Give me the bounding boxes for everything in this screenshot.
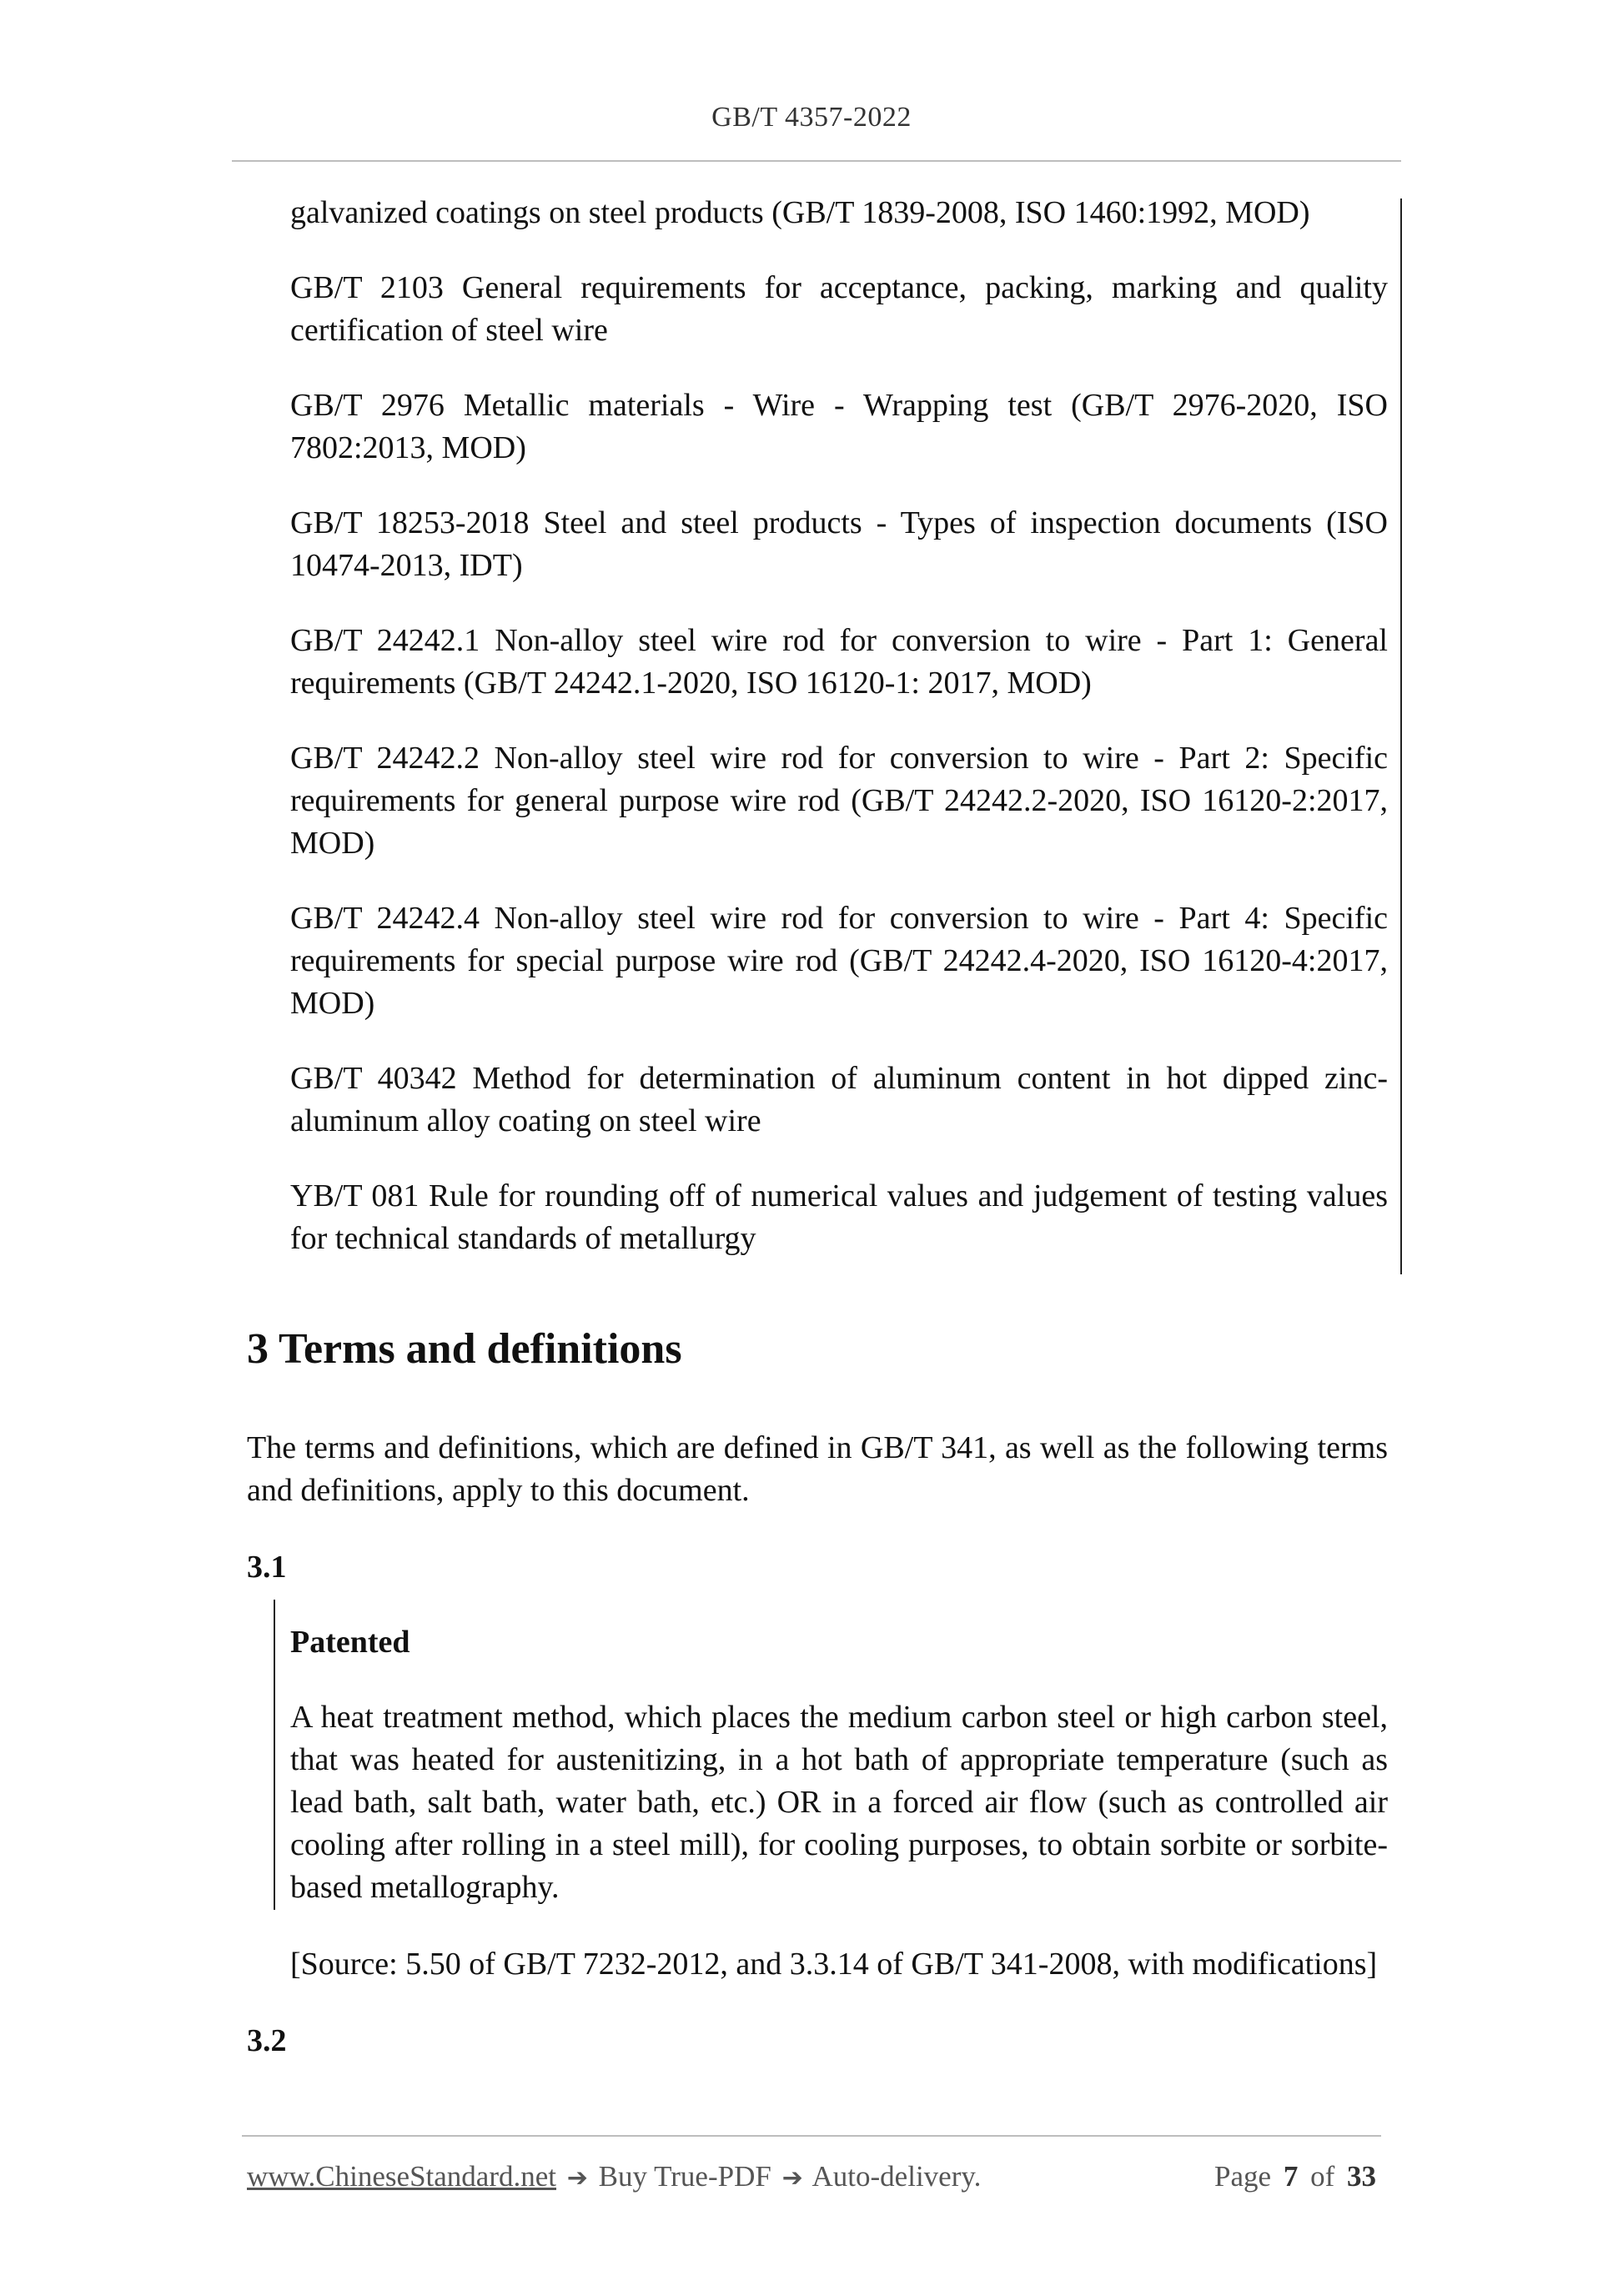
reference-item: GB/T 40342 Method for determination of aluminum content in hot dipped zinc-aluminum alloy coating on steel wire xyxy=(290,1061,1388,1138)
reference-item: GB/T 24242.1 Non-alloy steel wire rod for conversion to wire - Part 1: General requirements (GB/T 24242.1-2020, ISO 16120-1: 2017, MOD) xyxy=(290,623,1388,701)
term-change-bar xyxy=(274,1600,275,1910)
header-divider xyxy=(232,160,1401,162)
term-definition: A heat treatment method, which places the medium carbon steel or high carbon steel, that was heated for austenitizing, in a hot bath of appropriate temperature (such as lead bath, salt bath, water bath, etc.) OR in a forced air flow (such as controlled air cooling after rolling in a steel mill), for cooling purposes, to obtain sorbite or sorbite-based metallography. xyxy=(290,1700,1388,1905)
reference-change-bar xyxy=(1400,198,1402,1274)
footer-links xyxy=(247,2160,981,2193)
buy-pdf-text: Buy True-PDF xyxy=(598,2160,771,2193)
reference-item: YB/T 081 Rule for rounding off of numerical values and judgement of testing values for technical standards of metallurgy xyxy=(290,1178,1388,1256)
page-indicator xyxy=(1214,2160,1381,2193)
normative-references-list xyxy=(290,192,1388,1293)
arrow-right-icon: ➔ xyxy=(566,2163,588,2193)
reference-item: galvanized coatings on steel products (GB/T 1839-2008, ISO 1460:1992, MOD) xyxy=(290,195,1310,230)
term-number: 3.1 xyxy=(247,1550,287,1585)
section-heading: 3 Terms and definitions xyxy=(247,1325,682,1373)
reference-item: GB/T 2103 General requirements for acceptance, packing, marking and quality certification of steel wire xyxy=(290,270,1388,348)
term-source: [Source: 5.50 of GB/T 7232-2012, and 3.3.14 of GB/T 341-2008, with modifications] xyxy=(290,1947,1378,1982)
site-link[interactable]: www.ChineseStandard.net xyxy=(247,2160,556,2193)
section-intro: The terms and definitions, which are defined in GB/T 341, as well as the following terms and definitions, apply to this document. xyxy=(247,1430,1388,1508)
term-number: 3.2 xyxy=(247,2023,287,2058)
total-page-count: 33 xyxy=(1347,2160,1376,2193)
footer-divider xyxy=(242,2135,1381,2137)
reference-item: GB/T 2976 Metallic materials - Wire - Wrapping test (GB/T 2976-2020, ISO 7802:2013, MOD) xyxy=(290,388,1388,465)
auto-delivery-text: Auto-delivery. xyxy=(812,2160,982,2193)
reference-item: GB/T 24242.2 Non-alloy steel wire rod for conversion to wire - Part 2: Specific requirements for general purpose wire rod (GB/T 24242.2-2020, ISO 16120-2:2017, MOD) xyxy=(290,741,1388,861)
page-label: Page xyxy=(1214,2160,1272,2193)
current-page-number: 7 xyxy=(1283,2160,1299,2193)
of-label: of xyxy=(1310,2160,1335,2193)
term-name: Patented xyxy=(290,1625,410,1660)
document-header: GB/T 4357-2022 xyxy=(711,102,912,133)
reference-item: GB/T 24242.4 Non-alloy steel wire rod for conversion to wire - Part 4: Specific requirements for special purpose wire rod (GB/T 24242.4-2020, ISO 16120-4:2017, MOD) xyxy=(290,901,1388,1021)
arrow-right-icon: ➔ xyxy=(781,2163,803,2193)
reference-item: GB/T 18253-2018 Steel and steel products - Types of inspection documents (ISO 10474-2013, IDT) xyxy=(290,505,1388,583)
